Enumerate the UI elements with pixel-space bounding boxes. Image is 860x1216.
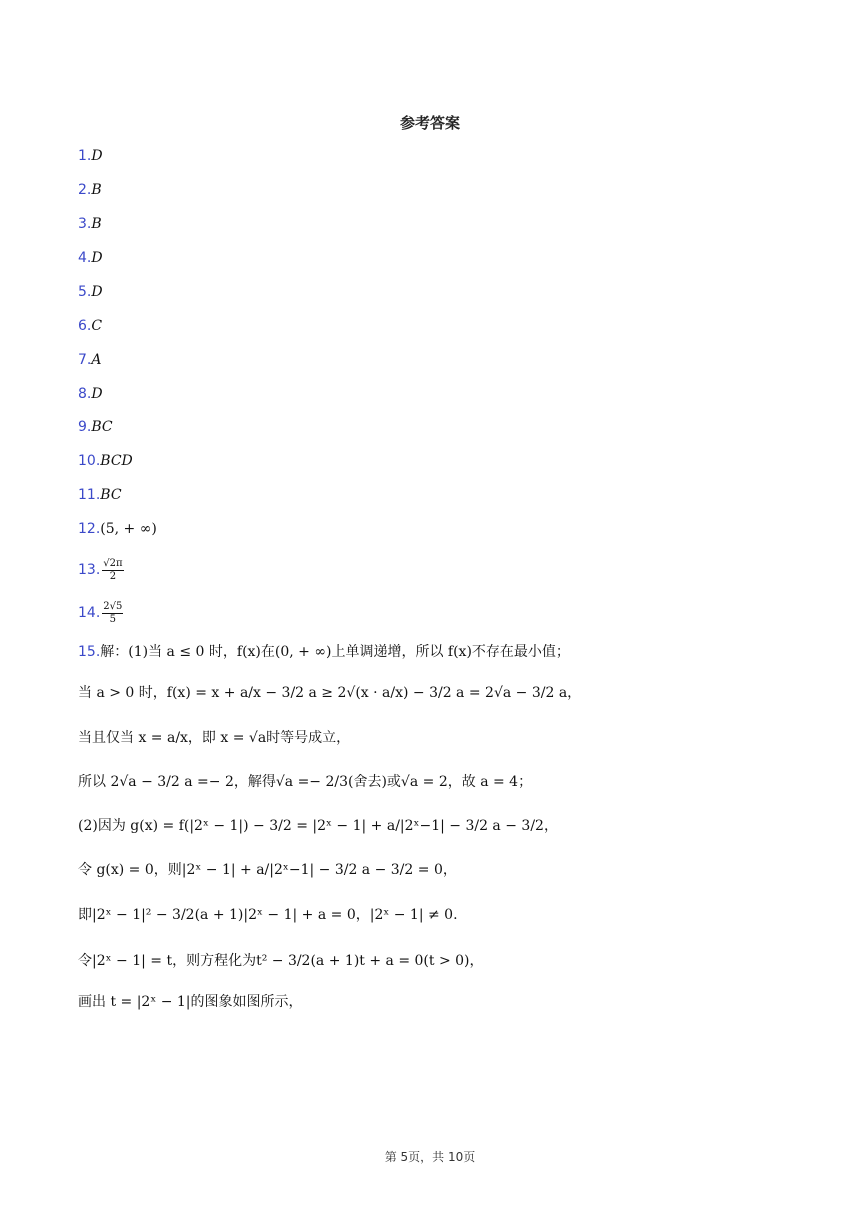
answer-number: 12. <box>78 521 101 537</box>
answer-item <box>78 599 125 627</box>
answer-value: BCD <box>100 453 133 469</box>
answer-number: 3. <box>78 216 92 232</box>
answer-number: 6. <box>78 318 92 334</box>
solution-line: 令|2ˣ − 1| = t，则方程化为t² − 3/2(a + 1)t + a = 0(t > 0)， <box>78 953 484 969</box>
answer-number: 7. <box>78 352 92 368</box>
solution-line: 即|2ˣ − 1|² − 3/2(a + 1)|2ˣ − 1| + a = 0，|2ˣ − 1| ≠ 0. <box>78 907 458 923</box>
answer-value: B <box>91 216 102 232</box>
answer-value: B <box>91 182 102 198</box>
answer-item <box>78 145 103 167</box>
fraction-denominator: 5 <box>109 613 116 625</box>
solution-line: 画出 t = |2ˣ − 1|的图象如图所示， <box>78 994 303 1010</box>
solution-line: 所以 2√a − 3/2 a =− 2，解得√a =− 2/3(舍去)或√a = 2，故 a = 4； <box>78 774 533 790</box>
solution-line <box>78 641 570 663</box>
solution-line: 当且仅当 x = a/x，即 x = √a时等号成立， <box>78 730 351 746</box>
answer-item <box>78 281 103 303</box>
answer-number: 15. <box>78 644 101 660</box>
answer-number: 2. <box>78 182 92 198</box>
solution-line: 令 g(x) = 0，则|2ˣ − 1| + a/|2ˣ−1| − 3/2 a − 3/2 = 0， <box>78 862 457 878</box>
answer-value: BC <box>91 419 113 435</box>
answer-value: D <box>91 250 103 266</box>
solution-line: (2)因为 g(x) = f(|2ˣ − 1|) − 3/2 = |2ˣ − 1| + a/|2ˣ−1| − 3/2 a − 3/2， <box>78 818 558 834</box>
answer-number: 14. <box>78 605 101 621</box>
solution-line: 当 a > 0 时，f(x) = x + a/x − 3/2 a ≥ 2√(x · a/x) − 3/2 a = 2√a − 3/2 a， <box>78 685 582 701</box>
answer-item <box>78 315 102 337</box>
answer-item <box>78 383 103 405</box>
answer-number: 11. <box>78 487 101 503</box>
answer-item <box>78 179 102 201</box>
answer-value: C <box>91 318 103 334</box>
fraction-numerator: √2π <box>103 557 123 569</box>
page-footer: 第 5页，共 10页 <box>384 1150 476 1164</box>
answer-item <box>78 416 113 438</box>
answer-number: 1. <box>78 148 92 164</box>
answer-number: 10. <box>78 453 101 469</box>
answer-item <box>78 556 126 584</box>
answer-number: 5. <box>78 284 92 300</box>
answer-item <box>78 213 102 235</box>
answer-item <box>78 247 103 269</box>
answer-value: A <box>91 352 102 368</box>
answer-item <box>78 484 122 506</box>
answer-value: D <box>91 284 103 300</box>
answer-value: BC <box>100 487 122 503</box>
answer-number: 9. <box>78 419 92 435</box>
answer-value: D <box>91 386 103 402</box>
answer-item <box>78 450 133 472</box>
answer-fraction <box>102 558 123 583</box>
answer-number: 4. <box>78 250 92 266</box>
page-title: 参考答案 <box>399 114 460 132</box>
solution-text: 解：(1)当 a ≤ 0 时，f(x)在(0, + ∞)上单调递增，所以 f(x)不存在最小值； <box>100 644 570 660</box>
answer-number: 8. <box>78 386 92 402</box>
answer-item <box>78 518 157 540</box>
answer-fraction <box>102 601 123 626</box>
answer-value: (5, + ∞) <box>100 521 157 537</box>
answer-number: 13. <box>78 562 101 578</box>
fraction-numerator: 2√5 <box>103 600 123 612</box>
fraction-denominator: 2 <box>109 570 117 582</box>
answer-item <box>78 349 101 371</box>
answer-value: D <box>91 148 103 164</box>
